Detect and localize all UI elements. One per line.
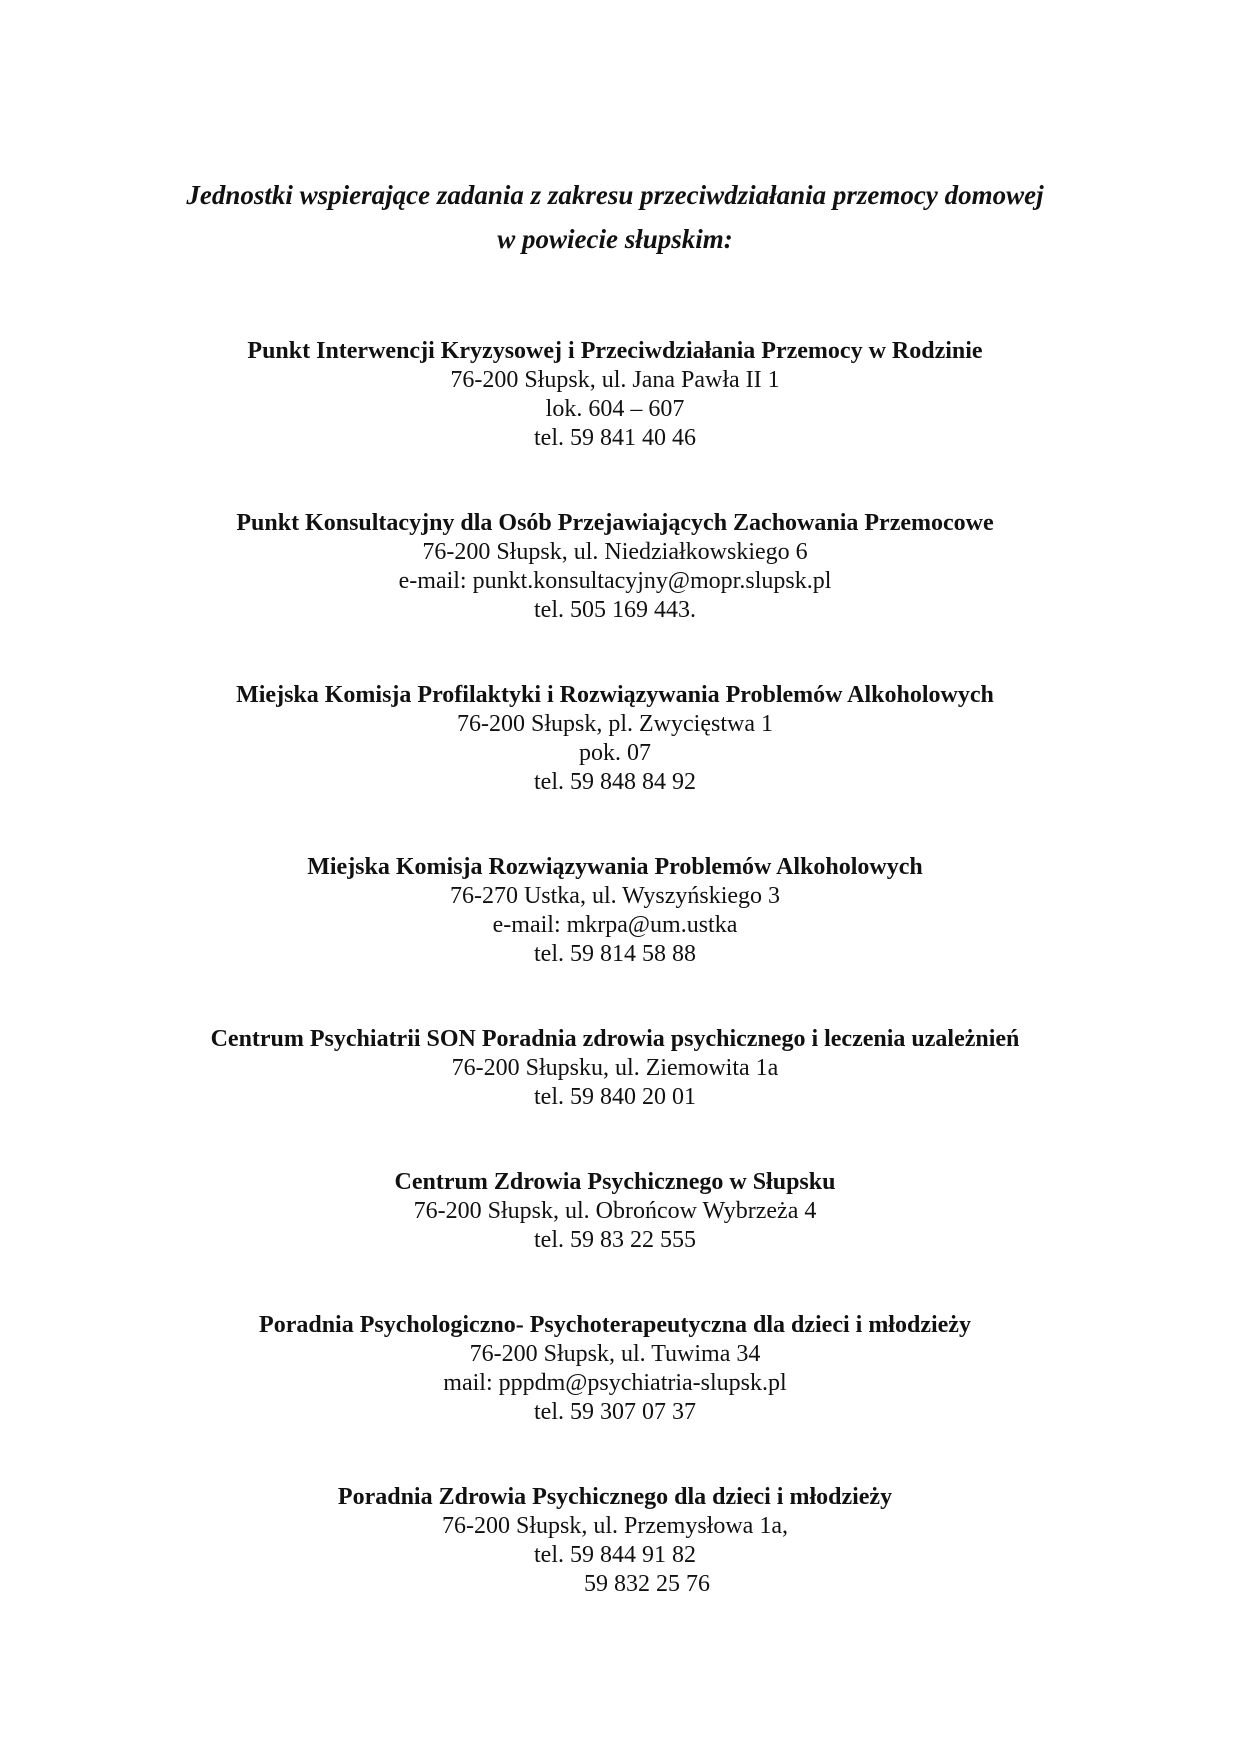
institution-phone: tel. 505 169 443. bbox=[534, 597, 696, 623]
institution-email: e-mail: punkt.konsultacyjny@mopr.slupsk.pl bbox=[398, 568, 832, 594]
institution-entry bbox=[60, 1311, 1170, 1427]
institution-entry bbox=[60, 509, 1170, 625]
institution-name: Poradnia Zdrowia Psychicznego dla dzieci i młodzieży bbox=[337, 1484, 893, 1510]
institution-name: Punkt Interwencji Kryzysowej i Przeciwdziałania Przemocy w Rodzinie bbox=[247, 338, 983, 364]
title-line-1: Jednostki wspierające zadania z zakresu przeciwdziałania przemocy domowej bbox=[186, 180, 1044, 210]
institution-address: 76-200 Słupsk, ul. Obrońcow Wybrzeża 4 bbox=[413, 1198, 817, 1224]
institution-entry bbox=[60, 1025, 1170, 1112]
institution-phone: tel. 59 844 91 82 bbox=[534, 1542, 696, 1568]
institution-phone: tel. 59 848 84 92 bbox=[534, 769, 696, 795]
institution-entry bbox=[60, 337, 1170, 453]
institution-name: Miejska Komisja Profilaktyki i Rozwiązywania Problemów Alkoholowych bbox=[236, 682, 994, 708]
institution-address: 76-200 Słupsk, pl. Zwycięstwa 1 bbox=[457, 711, 773, 737]
institution-name: Miejska Komisja Rozwiązywania Problemów Alkoholowych bbox=[307, 854, 923, 880]
institution-phone: tel. 59 841 40 46 bbox=[534, 425, 696, 451]
institution-entry bbox=[60, 853, 1170, 969]
institution-phone: tel. 59 814 58 88 bbox=[534, 941, 696, 967]
institution-address: 76-200 Słupsk, ul. Jana Pawła II 1 bbox=[450, 367, 780, 393]
institution-entry bbox=[60, 1168, 1170, 1255]
institution-name: Poradnia Psychologiczno- Psychoterapeutyczna dla dzieci i młodzieży bbox=[259, 1312, 971, 1338]
institution-phone: tel. 59 307 07 37 bbox=[534, 1399, 696, 1425]
institution-address: 76-270 Ustka, ul. Wyszyńskiego 3 bbox=[449, 883, 781, 909]
institution-phone: tel. 59 83 22 555 bbox=[534, 1227, 696, 1253]
institution-address: 76-200 Słupsk, ul. Tuwima 34 bbox=[469, 1341, 761, 1367]
institution-phone: tel. 59 840 20 01 bbox=[534, 1084, 696, 1110]
institution-name: Punkt Konsultacyjny dla Osób Przejawiających Zachowania Przemocowe bbox=[236, 510, 994, 536]
institution-room: lok. 604 – 607 bbox=[545, 396, 685, 422]
institution-entry bbox=[60, 1483, 1170, 1599]
document-title bbox=[60, 173, 1170, 261]
institution-entry bbox=[60, 681, 1170, 797]
institution-address: 76-200 Słupsku, ul. Ziemowita 1a bbox=[451, 1055, 779, 1081]
institution-email: e-mail: mkrpa@um.ustka bbox=[492, 912, 738, 938]
institution-email: mail: pppdm@psychiatria-slupsk.pl bbox=[443, 1370, 787, 1396]
institution-address: 76-200 Słupsk, ul. Przemysłowa 1a, bbox=[442, 1513, 788, 1539]
institution-room: pok. 07 bbox=[579, 740, 651, 766]
institution-phone-secondary: 59 832 25 76 bbox=[584, 1571, 710, 1597]
institution-address: 76-200 Słupsk, ul. Niedziałkowskiego 6 bbox=[422, 539, 808, 565]
institution-name: Centrum Psychiatrii SON Poradnia zdrowia psychicznego i leczenia uzależnień bbox=[210, 1026, 1020, 1052]
title-line-2: w powiecie słupskim: bbox=[497, 224, 733, 254]
institution-name: Centrum Zdrowia Psychicznego w Słupsku bbox=[394, 1169, 836, 1195]
